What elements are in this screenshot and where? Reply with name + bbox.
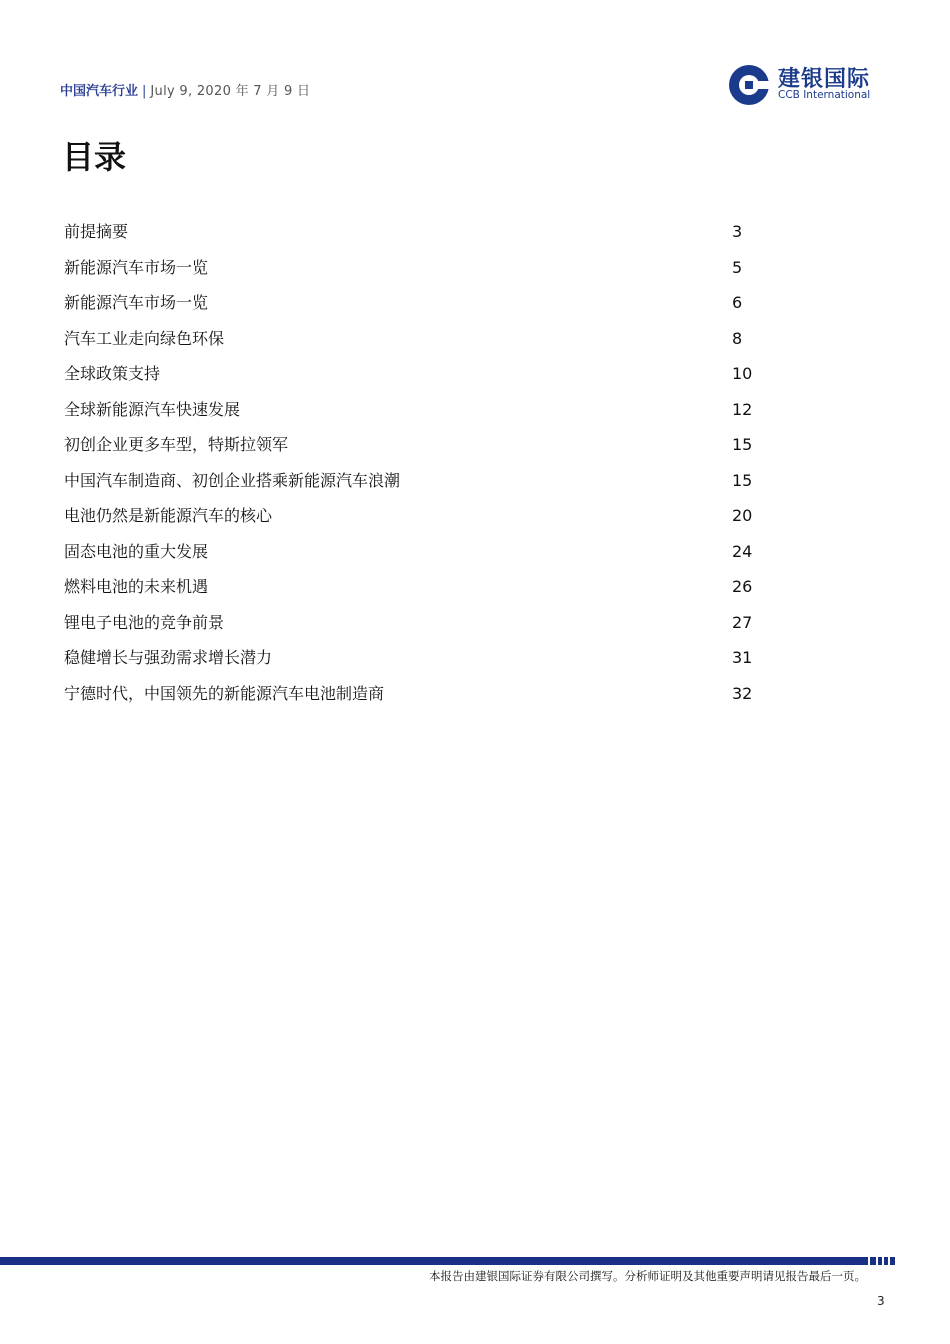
toc-entry[interactable]: [64, 321, 764, 357]
toc-entry-label: 燃料电池的未来机遇: [64, 577, 209, 596]
footer-disclaimer: 本报告由建银国际证券有限公司撰写。分析师证明及其他重要声明请见报告最后一页。: [429, 1269, 866, 1283]
logo-english-name: CCB International: [778, 89, 871, 101]
toc-entry-page-number: 24: [732, 541, 753, 561]
header-separator: |: [142, 84, 147, 99]
table-of-contents: [64, 214, 764, 711]
toc-entry[interactable]: [64, 463, 764, 499]
toc-entry[interactable]: [64, 285, 764, 321]
toc-entry[interactable]: [64, 498, 764, 534]
toc-entry-page-number: 10: [732, 364, 753, 383]
toc-entry-label: 前提摘要: [64, 222, 129, 241]
toc-entry[interactable]: [64, 427, 764, 463]
toc-entry-page-number: 3: [732, 222, 743, 241]
toc-entry-page-number: 5: [732, 257, 743, 277]
toc-entry-page-number: 15: [732, 470, 753, 490]
footer-bar-segment: [884, 1257, 888, 1265]
toc-entry-label: 宁德时代，中国领先的新能源汽车电池制造商: [64, 683, 385, 703]
toc-entry-label: 固态电池的重大发展: [64, 541, 209, 561]
footer-bar-solid: [0, 1257, 868, 1265]
toc-entry[interactable]: [64, 569, 764, 605]
footer-bar-segment: [878, 1257, 882, 1265]
toc-entry-page-number: 32: [732, 683, 753, 703]
toc-entry-label: 汽车工业走向绿色环保: [64, 328, 225, 348]
toc-entry-page-number: 15: [732, 435, 753, 454]
toc-entry[interactable]: [64, 356, 764, 392]
page-number: 3: [877, 1294, 885, 1308]
toc-entry-page-number: 12: [732, 399, 753, 419]
toc-entry[interactable]: [64, 392, 764, 428]
toc-entry-page-number: 6: [732, 293, 743, 312]
toc-entry-label: 全球政策支持: [64, 364, 161, 383]
toc-entry[interactable]: [64, 250, 764, 286]
toc-entry[interactable]: [64, 640, 764, 676]
footer-bar-segment: [870, 1257, 876, 1265]
logo-chinese-name: 建银国际: [778, 67, 871, 92]
toc-entry-label: 稳健增长与强劲需求增长潜力: [64, 648, 273, 667]
toc-entry-label: 锂电子电池的竞争前景: [64, 612, 225, 632]
toc-entry-label: 中国汽车制造商、初创企业搭乘新能源汽车浪潮: [64, 470, 401, 490]
toc-entry-page-number: 20: [732, 506, 753, 525]
toc-entry-label: 电池仍然是新能源汽车的核心: [64, 506, 273, 525]
toc-entry-page-number: 8: [732, 328, 743, 348]
toc-entry-page-number: 27: [732, 612, 753, 632]
toc-entry-label: 新能源汽车市场一览: [64, 257, 209, 277]
report-date: July 9, 2020 年 7 月 9 日: [150, 84, 311, 99]
ccb-international-logo: [728, 60, 908, 108]
footer-divider-bar: [0, 1257, 896, 1265]
ccb-logo-icon: [728, 64, 770, 106]
toc-entry[interactable]: [64, 534, 764, 570]
toc-entry-label: 初创企业更多车型，特斯拉领军: [64, 435, 289, 454]
toc-entry[interactable]: [64, 214, 764, 250]
toc-entry-label: 全球新能源汽车快速发展: [64, 399, 241, 419]
report-header: [60, 80, 310, 99]
toc-entry[interactable]: [64, 676, 764, 712]
toc-entry[interactable]: [64, 605, 764, 641]
footer-bar-segment: [890, 1257, 895, 1265]
toc-entry-page-number: 26: [732, 577, 753, 596]
page-title: 目录: [62, 138, 127, 176]
toc-entry-label: 新能源汽车市场一览: [64, 293, 209, 312]
industry-label: 中国汽车行业: [60, 84, 139, 99]
toc-entry-page-number: 31: [732, 648, 753, 667]
